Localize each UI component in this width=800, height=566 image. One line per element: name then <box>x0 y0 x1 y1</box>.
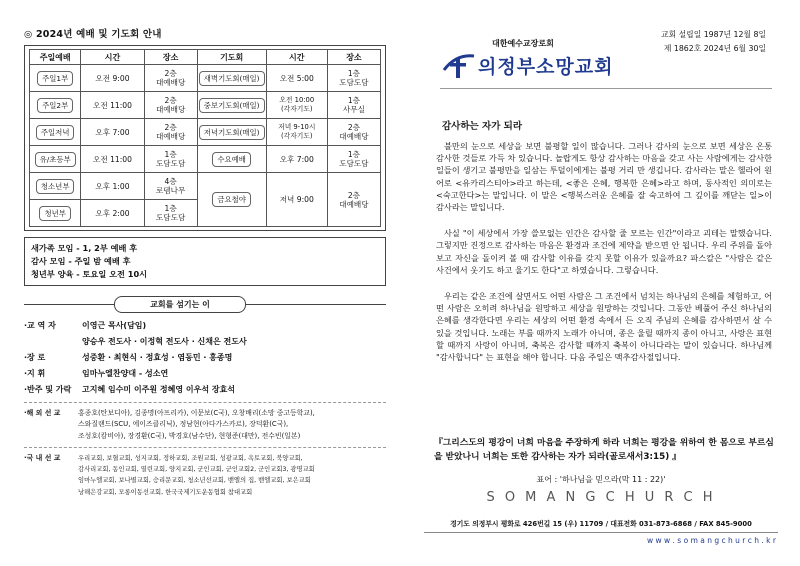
service-place: 1층 도담도담 <box>144 200 197 227</box>
header-place-2: 장소 <box>327 50 380 65</box>
staff-label: ·반주 및 가락 <box>24 385 72 394</box>
staff-row <box>24 318 386 334</box>
prayer-place: 1층 도담도담 <box>327 146 380 173</box>
table-row <box>30 92 381 119</box>
staff-row <box>24 382 386 398</box>
info-line: 새가족 모임 - 1, 2부 예배 후 <box>31 243 138 253</box>
header-prayer: 기도회 <box>197 50 266 65</box>
domestic-mission <box>24 453 386 498</box>
scripture-verse: 『그리스도의 평강이 너희 마음을 주장하게 하라 너희는 평강을 위하여 한 몸으로 부르심을 받았나니 너희는 또한 감사하는 자가 되라(골로새서3:15) 』 <box>434 438 774 462</box>
domestic-mission-line: 감사리교회, 동인교회, 열린교회, 양지교회, 군인교회, 군인교회2, 군인교회3, 광명교회 <box>78 466 315 474</box>
founded-date: 교회 설립일 1987년 12월 8일 <box>661 30 766 39</box>
staff-label: ·교 역 자 <box>24 321 56 330</box>
church-english-name: S O M A N G C H U R C H <box>486 490 716 505</box>
staff-value: 임마누엘찬양대 - 성소연 <box>82 369 169 378</box>
service-place: 1층 도담도담 <box>144 146 197 173</box>
service-place: 2층 대예배당 <box>144 65 197 92</box>
foreign-mission-line: 조성호(캄비아), 장경환(C국), 박경호(남수단), 현형준(대만), 전수빈(일본) <box>78 431 301 440</box>
prayer-name: 중보기도회(매일) <box>199 98 265 113</box>
service-place: 2층 대예배당 <box>144 92 197 119</box>
prayer-time: 오후 7:00 <box>266 146 327 173</box>
staff-value: 이영근 목사(담임) <box>82 321 147 330</box>
serve-title: 교회를 섬기는 이 <box>114 296 246 313</box>
serve-title-wrap <box>24 294 386 316</box>
table-row <box>30 146 381 173</box>
service-name: 주일저녁 <box>36 125 75 140</box>
staff-value: 양승우 전도사 · 이정혁 전도사 · 신채은 전도사 <box>82 337 247 346</box>
staff-value: 성중환 · 최현식 · 정효성 · 염동민 · 홍종명 <box>82 353 233 362</box>
issue-info <box>661 28 766 56</box>
domestic-mission-line: 우리교회, 보혈교회, 성지교회, 정하교회, 조원교회, 성광교회, 옥토교회, 북양교회, <box>78 454 303 462</box>
staff-row <box>24 350 386 366</box>
staff-label: ·장 로 <box>24 353 46 362</box>
schedule-box <box>24 45 386 231</box>
staff-row <box>24 366 386 382</box>
domestic-mission-line: 임마누엘교회, 보나별교회, 승리문교회, 청소년선교회, 밴엘의 집, 밴엘교회, 보은교회 <box>78 477 311 485</box>
prayer-place: 2층 대예배당 <box>327 119 380 146</box>
service-time: 오후 7:00 <box>81 119 144 146</box>
foreign-mission-line: 홍종호(탄보디아), 김종명(아프리카), 이문보(C국), 오창배리(소망 중고등학교), <box>78 409 315 417</box>
header-time-2: 시간 <box>266 50 327 65</box>
service-place: 4층 로뎀나무 <box>144 173 197 200</box>
prayer-name: 새벽기도회(매일) <box>199 71 265 86</box>
schedule-header-row <box>30 50 381 65</box>
service-time: 오후 1:00 <box>81 173 144 200</box>
church-logo <box>442 50 613 80</box>
foreign-mission-label: ·해 외 선 교 <box>24 409 61 417</box>
header-place: 장소 <box>144 50 197 65</box>
staff-row <box>24 334 386 350</box>
staff-label: ·지 휘 <box>24 369 46 378</box>
church-name-logo: 의정부소망교회 <box>478 55 614 78</box>
table-row <box>30 119 381 146</box>
prayer-place: 1층 도담도담 <box>327 65 380 92</box>
friday-prayer-place: 2층 대예배당 <box>327 173 380 227</box>
service-time: 오전 11:00 <box>81 92 144 119</box>
service-name: 주일2부 <box>37 98 73 113</box>
info-line: 청년부 양육 - 토요일 오전 10시 <box>31 269 148 279</box>
sermon-paragraph: 사실 "이 세상에서 가장 쓸모없는 인간은 감사할 줄 모르는 인간"이라고 괴테는 말했습니다. 그렇지만 진정으로 감사하는 마음은 환경과 조건에 제약을 받으면 안 됩니다. 우리 주위를 돌아보고 자신을 돌이켜 볼 때 감사할 이유를 갖지 못할 이유가 있을까요? 파스칼은 "사람은 같은 사건에서 웃기도 하고 울기도 한다"고 하였습니다. 그렇습니다. <box>436 228 772 275</box>
motto: 표어 : '하나님을 믿으라(막 11 : 22)' <box>536 475 666 484</box>
prayer-name: 수요예배 <box>212 152 251 167</box>
prayer-time: 오전 10:00 (각자기도) <box>266 92 327 119</box>
info-line: 감사 모임 - 주일 밤 예배 후 <box>31 256 131 266</box>
sermon-title: 감사하는 자가 되라 <box>442 121 523 132</box>
staff-list <box>24 318 386 398</box>
service-name: 청소년부 <box>36 179 75 194</box>
domestic-mission-label: ·국 내 선 교 <box>24 453 61 462</box>
worship-schedule-panel <box>24 26 386 498</box>
table-row <box>30 173 381 200</box>
service-time: 오후 2:00 <box>81 200 144 227</box>
schedule-table <box>29 49 381 227</box>
staff-value: 고지혜 임수미 이주원 정혜영 이우석 장효석 <box>82 385 236 394</box>
cross-logo-icon <box>442 50 476 80</box>
bulletin-front <box>420 22 782 552</box>
prayer-time: 저녁 9-10시 (각자기도) <box>266 119 327 146</box>
issue-number: 제 1862호 2024년 6월 30일 <box>663 44 766 53</box>
friday-prayer-time: 저녁 9:00 <box>266 173 327 227</box>
table-row <box>30 65 381 92</box>
header-worship: 주일예배 <box>30 50 81 65</box>
denomination: 대한예수교장로회 <box>492 39 554 48</box>
sermon-paragraph: 우리는 같은 조건에 살면서도 어떤 사람은 그 조건에서 넘치는 하나님의 은혜를 체험하고, 어떤 사람은 오히려 하나님을 원망하고 세상을 원망하는 것입니다. 그동안 베풀어 주신 하나님의 은혜를 생각한다면 우리는 세상의 어떤 환경 속에서 든 오직 주님의 은혜를 감사하면서 살 수 있을 것입니다. 노래는 부를 때까지 노래가 아니며, 종은 울릴 때까지 종이 아니고, 사랑은 표현할 때까지 사랑이 아니며, 축복은 감사할 때까지 축복이 아니다라는 말이 있습니다. 하나님께 "감사합니다" 는 표현을 해야 합니다. 다음 주일은 맥추감사절입니다. <box>436 291 772 363</box>
foreign-mission-line: 스와질랜드(SCU, 에이즈클리닉), 정남현(아다가스카르), 장덕환(C국), <box>78 420 289 429</box>
prayer-time: 오전 5:00 <box>266 65 327 92</box>
domestic-mission-line: 낭해은강교회, 모롱이동선교회, 한국국제기도운동협회 참대교회 <box>78 488 253 496</box>
schedule-title: ◎ 2024년 예배 및 기도회 안내 <box>24 29 162 40</box>
service-name: 주일1부 <box>37 71 73 86</box>
header-time: 시간 <box>81 50 144 65</box>
sermon-paragraph: 불만의 눈으로 세상을 보면 불평할 일이 많습니다. 그러나 감사의 눈으로 보면 세상은 온통 감사한 것들로 가득 차 있습니다. 놀랍게도 항상 감사하는 마음을 갖고 사는 사람에게는 감사한 일들이 생기고 불평만을 일삼는 투덜이에게는 불평 거리 만 생깁니다. 감사라는 말은 헬라어 원어로 <유카리스티아>라고 하는데, <좋은 은혜, 행복한 은혜>라고 하며, 동사적인 의미로는 <숙고한다>는 말입니다. 이 말은 <행복스러운 은혜를 잘 숙고하여 그 깊이를 깨닫는 일>이 감사라는 말입니다. <box>436 141 772 213</box>
service-name: 유/초등부 <box>35 152 76 167</box>
sermon-body <box>436 140 772 363</box>
foreign-mission <box>24 408 386 442</box>
service-place: 2층 대예배당 <box>144 119 197 146</box>
website-link[interactable]: w w w . s o m a n g c h u r c h . k r <box>646 536 776 545</box>
service-time: 오전 11:00 <box>81 146 144 173</box>
friday-prayer-name: 금요철야 <box>212 192 251 207</box>
service-time: 오전 9:00 <box>81 65 144 92</box>
meeting-info-box <box>24 237 386 286</box>
prayer-name: 저녁기도회(매일) <box>199 125 265 140</box>
service-name: 청년부 <box>39 206 70 221</box>
prayer-place: 1층 사무실 <box>327 92 380 119</box>
church-address: 경기도 의정부시 평화로 426번길 15 (우) 11709 / 대표전화 031-873-6868 / FAX 845-9000 <box>450 520 752 528</box>
